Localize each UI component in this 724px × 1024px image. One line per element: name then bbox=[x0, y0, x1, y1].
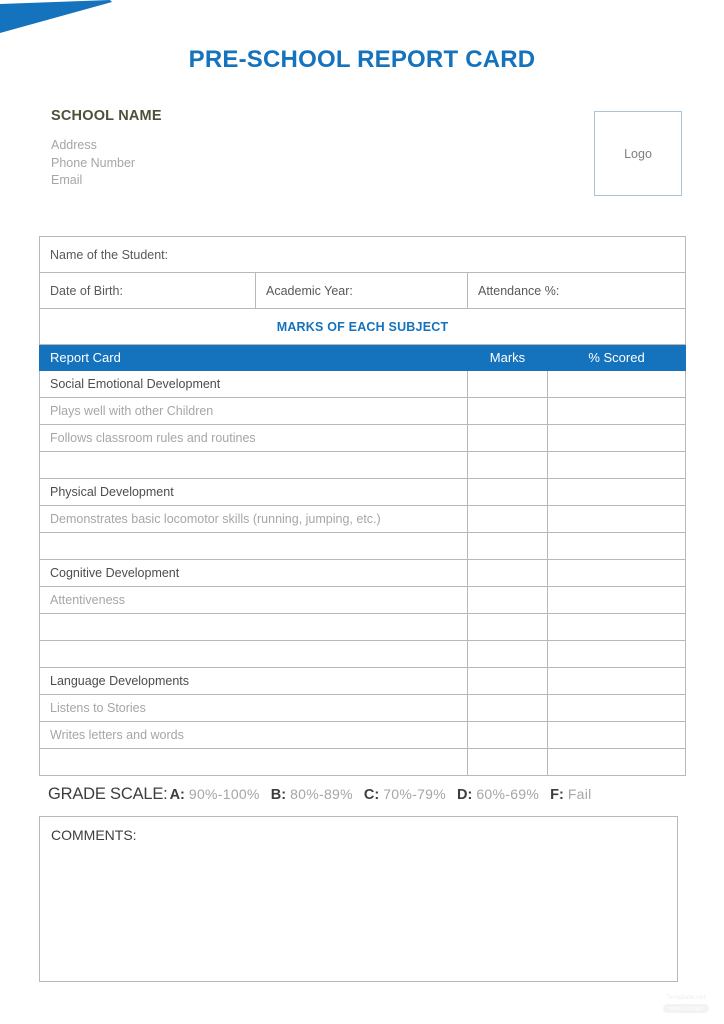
school-contact-details bbox=[51, 137, 371, 190]
marks-entry-cell[interactable] bbox=[468, 749, 548, 776]
subject-category-cell: Cognitive Development bbox=[40, 560, 468, 587]
marks-entry-cell[interactable] bbox=[468, 479, 548, 506]
comments-label: COMMENTS: bbox=[51, 827, 137, 843]
column-header-percent-scored: % Scored bbox=[548, 345, 686, 371]
percent-scored-entry-cell[interactable] bbox=[548, 641, 686, 668]
table-row bbox=[40, 479, 686, 506]
table-row bbox=[40, 560, 686, 587]
logo-placeholder-label: Logo bbox=[624, 146, 652, 161]
blank-subject-cell bbox=[40, 614, 468, 641]
percent-scored-entry-cell[interactable] bbox=[548, 695, 686, 722]
table-row bbox=[40, 668, 686, 695]
marks-entry-cell[interactable] bbox=[468, 587, 548, 614]
table-row bbox=[40, 641, 686, 668]
marks-entry-cell[interactable] bbox=[468, 371, 548, 398]
subject-category-cell: Physical Development bbox=[40, 479, 468, 506]
table-row bbox=[40, 749, 686, 776]
percent-scored-entry-cell[interactable] bbox=[548, 668, 686, 695]
column-header-marks: Marks bbox=[468, 345, 548, 371]
table-row bbox=[40, 398, 686, 425]
grade-range: Fail bbox=[567, 786, 592, 802]
marks-entry-cell[interactable] bbox=[468, 506, 548, 533]
subject-item-cell: Writes letters and words bbox=[40, 722, 468, 749]
marks-entry-cell[interactable] bbox=[468, 722, 548, 749]
grade-letter: C: bbox=[363, 787, 380, 803]
blank-subject-cell bbox=[40, 533, 468, 560]
percent-scored-entry-cell[interactable] bbox=[548, 722, 686, 749]
subject-item-cell: Listens to Stories bbox=[40, 695, 468, 722]
grade-letter: D: bbox=[457, 787, 473, 803]
grade-scale bbox=[48, 785, 688, 804]
marks-entry-cell[interactable] bbox=[468, 425, 548, 452]
blank-subject-cell bbox=[40, 749, 468, 776]
grade-scale-title: GRADE SCALE: bbox=[48, 785, 168, 803]
diagonal-stripe-icon bbox=[0, 0, 135, 40]
percent-scored-entry-cell[interactable] bbox=[548, 614, 686, 641]
corner-banner-decoration bbox=[0, 0, 135, 40]
report-card-table bbox=[39, 236, 686, 776]
school-name: SCHOOL NAME bbox=[51, 108, 162, 124]
logo-placeholder bbox=[594, 111, 682, 196]
column-header-report-card: Report Card bbox=[40, 345, 468, 371]
table-row bbox=[40, 722, 686, 749]
subject-item-cell: Plays well with other Children bbox=[40, 398, 468, 425]
watermark-text: Template.net bbox=[666, 994, 706, 1001]
attendance-label[interactable]: Attendance %: bbox=[468, 273, 686, 309]
grade-range: 90%-100% bbox=[188, 786, 260, 802]
student-name-row bbox=[40, 237, 686, 273]
table-row bbox=[40, 425, 686, 452]
marks-entry-cell[interactable] bbox=[468, 452, 548, 479]
marks-entry-cell[interactable] bbox=[468, 695, 548, 722]
school-info-block bbox=[51, 108, 371, 190]
percent-scored-entry-cell[interactable] bbox=[548, 749, 686, 776]
blank-subject-cell bbox=[40, 641, 468, 668]
subject-item-cell: Demonstrates basic locomotor skills (running, jumping, etc.) bbox=[40, 506, 468, 533]
marks-of-each-subject-banner: MARKS OF EACH SUBJECT bbox=[40, 309, 686, 345]
subject-category-cell: Language Developments bbox=[40, 668, 468, 695]
marks-entry-cell[interactable] bbox=[468, 641, 548, 668]
watermark-badge: TEMPLATE.NET bbox=[663, 1004, 709, 1013]
student-details-row bbox=[40, 273, 686, 309]
school-phone: Phone Number bbox=[51, 155, 136, 170]
marks-entry-cell[interactable] bbox=[468, 614, 548, 641]
table-row bbox=[40, 533, 686, 560]
table-row bbox=[40, 506, 686, 533]
percent-scored-entry-cell[interactable] bbox=[548, 371, 686, 398]
subject-item-cell: Follows classroom rules and routines bbox=[40, 425, 468, 452]
template-watermark bbox=[655, 993, 717, 1013]
percent-scored-entry-cell[interactable] bbox=[548, 587, 686, 614]
percent-scored-entry-cell[interactable] bbox=[548, 425, 686, 452]
marks-entry-cell[interactable] bbox=[468, 533, 548, 560]
subject-item-cell: Attentiveness bbox=[40, 587, 468, 614]
marks-entry-cell[interactable] bbox=[468, 668, 548, 695]
grade-letter: B: bbox=[270, 787, 287, 803]
percent-scored-entry-cell[interactable] bbox=[548, 533, 686, 560]
percent-scored-entry-cell[interactable] bbox=[548, 398, 686, 425]
date-of-birth-label[interactable]: Date of Birth: bbox=[40, 273, 256, 309]
table-row bbox=[40, 695, 686, 722]
table-row bbox=[40, 587, 686, 614]
grade-scale-values bbox=[168, 786, 592, 802]
subject-category-cell: Social Emotional Development bbox=[40, 371, 468, 398]
student-name-label[interactable]: Name of the Student: bbox=[40, 237, 686, 273]
marks-entry-cell[interactable] bbox=[468, 560, 548, 587]
grade-letter: F: bbox=[550, 787, 564, 803]
school-address: Address bbox=[51, 138, 97, 152]
school-email: Email bbox=[51, 173, 83, 187]
table-header-row bbox=[40, 345, 686, 371]
table-row bbox=[40, 614, 686, 641]
grade-range: 80%-89% bbox=[290, 786, 353, 802]
marks-banner-row bbox=[40, 309, 686, 345]
table-row bbox=[40, 452, 686, 479]
report-table-body bbox=[40, 371, 686, 776]
academic-year-label[interactable]: Academic Year: bbox=[256, 273, 468, 309]
page-title: PRE-SCHOOL REPORT CARD bbox=[188, 46, 536, 73]
percent-scored-entry-cell[interactable] bbox=[548, 506, 686, 533]
percent-scored-entry-cell[interactable] bbox=[548, 479, 686, 506]
table-row bbox=[40, 371, 686, 398]
percent-scored-entry-cell[interactable] bbox=[548, 560, 686, 587]
grade-range: 60%-69% bbox=[476, 786, 540, 802]
blank-subject-cell bbox=[40, 452, 468, 479]
grade-range: 70%-79% bbox=[383, 786, 447, 802]
grade-letter: A: bbox=[169, 787, 185, 803]
marks-entry-cell[interactable] bbox=[468, 398, 548, 425]
comments-box[interactable] bbox=[39, 816, 678, 982]
percent-scored-entry-cell[interactable] bbox=[548, 452, 686, 479]
